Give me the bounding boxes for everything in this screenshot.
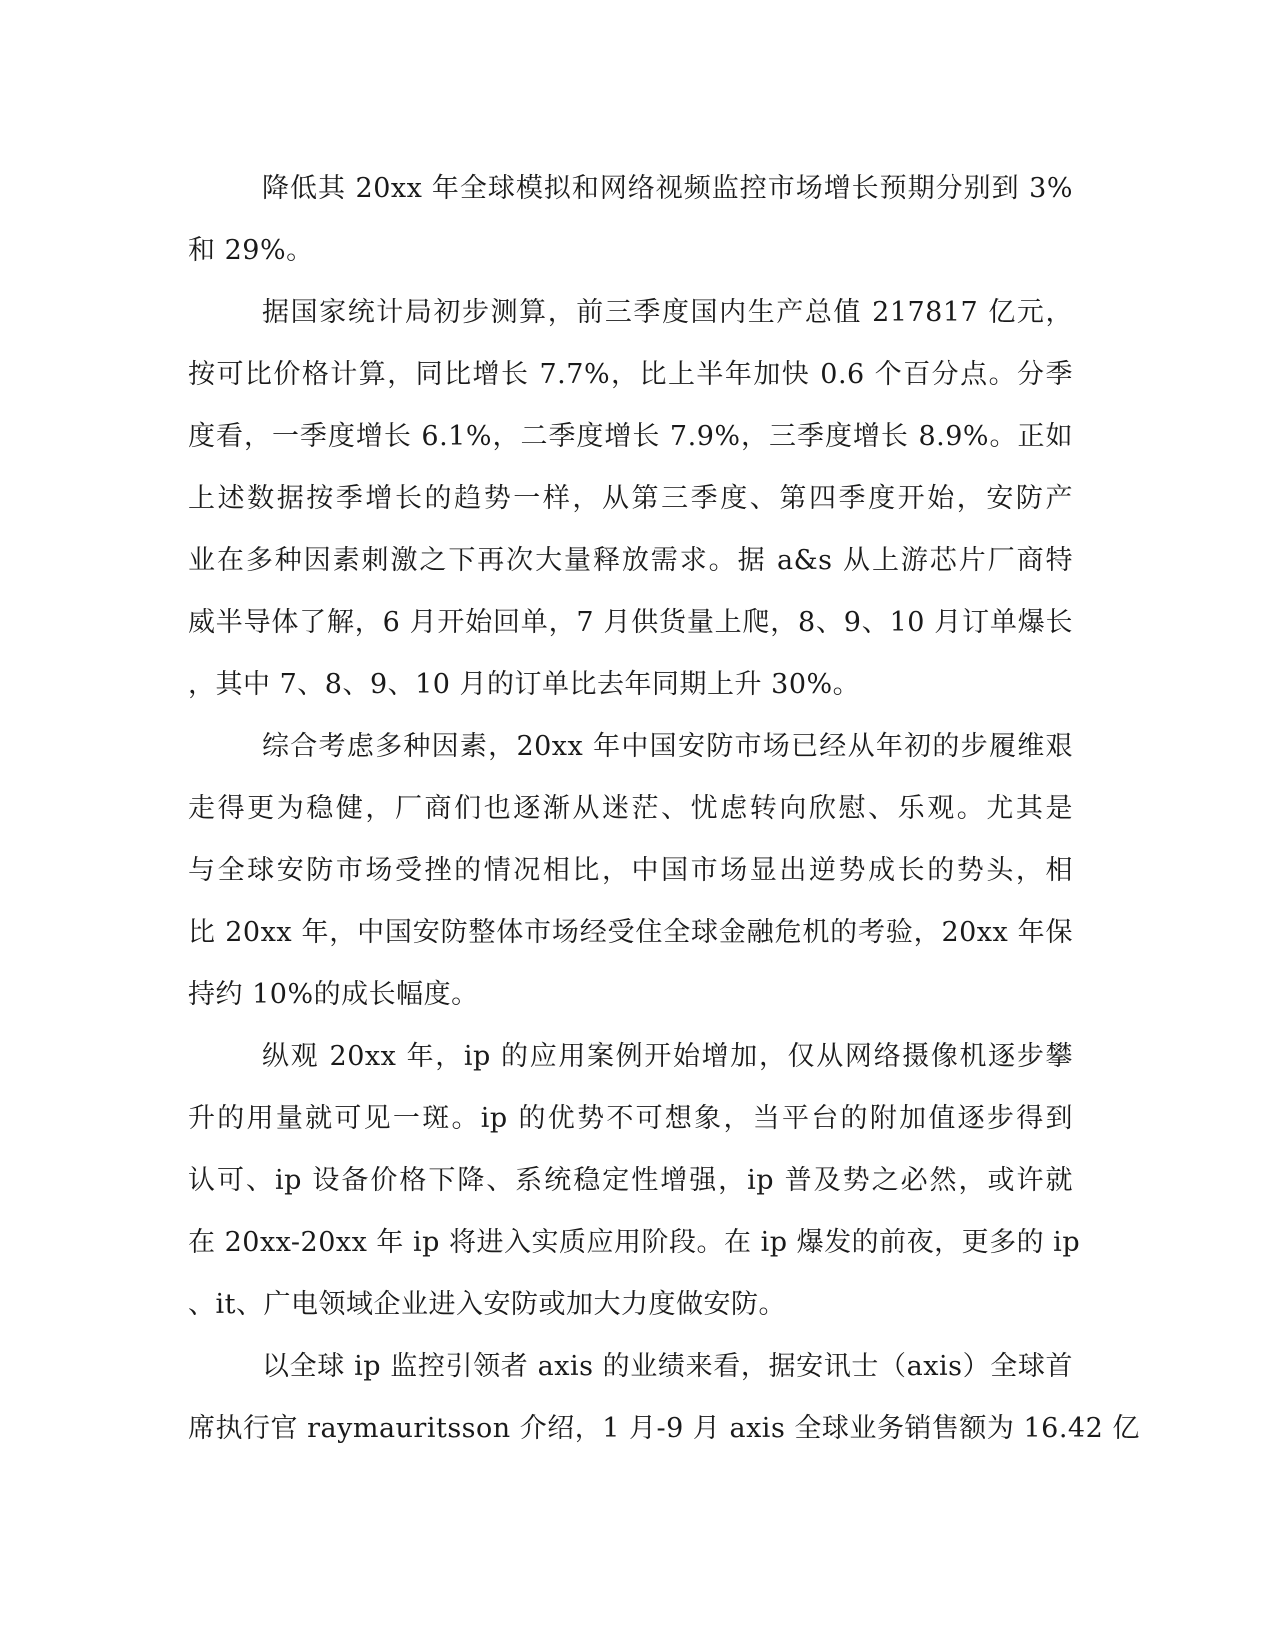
text-line: 席执行官 raymauritsson 介绍，1 月-9 月 axis 全球业务销售额为 16.42 亿 (188, 1413, 1140, 1444)
text-line: 度看，一季度增长 6.1%，二季度增长 7.9%，三季度增长 8.9%。正如 (188, 421, 1073, 452)
text-line: 按可比价格计算，同比增长 7.7%，比上半年加快 0.6 个百分点。分季 (188, 359, 1073, 390)
paragraph (188, 716, 1073, 1026)
paragraph (188, 158, 1073, 282)
text-line: 上述数据按季增长的趋势一样，从第三季度、第四季度开始，安防产 (188, 483, 1073, 514)
paragraph (188, 1026, 1081, 1336)
text-line: 据国家统计局初步测算，前三季度国内生产总值 217817 亿元， (262, 297, 1073, 328)
text-line: 认可、ip 设备价格下降、系统稳定性增强，ip 普及势之必然，或许就 (188, 1165, 1073, 1196)
text-line: 、it、广电领域企业进入安防或加大力度做安防。 (188, 1289, 786, 1320)
document-body (188, 158, 1140, 1460)
text-line: 升的用量就可见一斑。ip 的优势不可想象，当平台的附加值逐步得到 (188, 1103, 1073, 1134)
text-line: 比 20xx 年，中国安防整体市场经受住全球金融危机的考验，20xx 年保 (188, 917, 1073, 948)
text-line: 以全球 ip 监控引领者 axis 的业绩来看，据安讯士（axis）全球首 (262, 1351, 1073, 1382)
text-line: 威半导体了解，6 月开始回单，7 月供货量上爬，8、9、10 月订单爆长 (188, 607, 1073, 638)
paragraph (188, 1336, 1140, 1460)
text-line: 和 29%。 (188, 235, 314, 266)
text-line: 走得更为稳健，厂商们也逐渐从迷茫、忧虑转向欣慰、乐观。尤其是 (188, 793, 1073, 824)
text-line: 综合考虑多种因素，20xx 年中国安防市场已经从年初的步履维艰 (262, 731, 1073, 762)
paragraph (188, 282, 1073, 716)
text-line: 纵观 20xx 年，ip 的应用案例开始增加，仅从网络摄像机逐步攀 (262, 1041, 1073, 1072)
text-line: 持约 10%的成长幅度。 (188, 979, 479, 1010)
text-line: 在 20xx-20xx 年 ip 将进入实质应用阶段。在 ip 爆发的前夜，更多的 ip (188, 1227, 1081, 1258)
text-line: 业在多种因素刺激之下再次大量释放需求。据 a&s 从上游芯片厂商特 (188, 545, 1073, 576)
text-line: 降低其 20xx 年全球模拟和网络视频监控市场增长预期分别到 3% (262, 173, 1073, 204)
text-line: 与全球安防市场受挫的情况相比，中国市场显出逆势成长的势头，相 (188, 855, 1073, 886)
text-line: ，其中 7、8、9、10 月的订单比去年同期上升 30%。 (188, 669, 861, 700)
